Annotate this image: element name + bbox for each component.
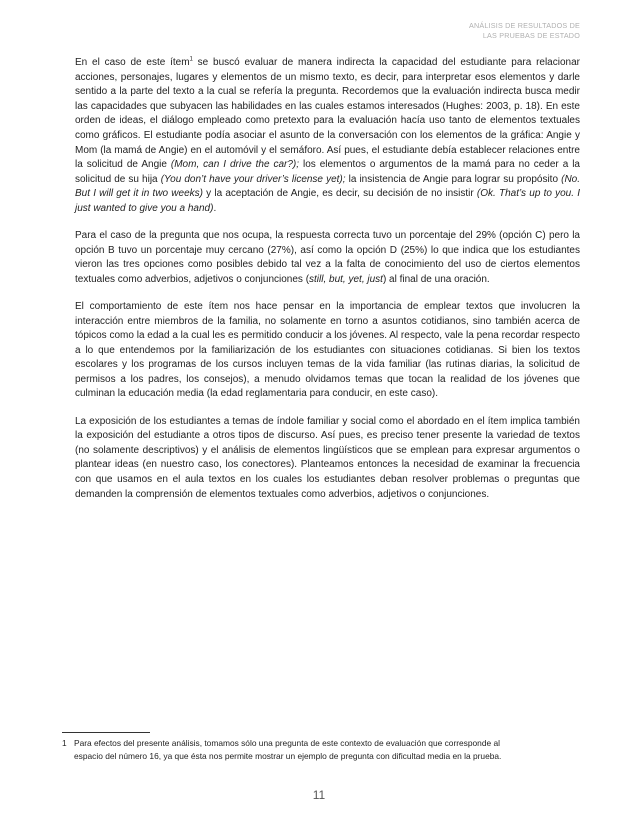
running-header-line-2: LAS PRUEBAS DE ESTADO	[482, 31, 580, 40]
footnote-separator	[62, 732, 150, 733]
connector-words: still, but, yet, just	[309, 273, 383, 285]
footnote-number: 1	[62, 738, 67, 748]
paragraph-1-text-f: la insistencia de Angie para lograr su propósito	[345, 173, 562, 185]
paragraph-2-text-a: Para el caso de la pregunta que nos ocupa, la respuesta correcta tuvo un porcentaje del 29% (opción C) pero la opción B tuvo un porcentaje muy cercano (27%), así como la opción D (25%) lo que indica que los estudiantes vieron las tres opciones como posibles debido tal vez a la falta de conocimiento del uso de ciertos elementos textuales como adverbios, adjetivos o conjunciones (	[75, 230, 580, 285]
footnote-line-1	[62, 737, 582, 750]
footnote-text-line-1: Para efectos del presente análisis, tomamos sólo una pregunta de este contexto de evaluación que corresponde al	[74, 738, 501, 748]
page-number: 11	[312, 788, 326, 802]
paragraph-1-text-j: .	[213, 202, 217, 214]
quote-mom-argument: (You don’t have your driver’s license yet);	[160, 173, 346, 185]
footnote-text-line-2: espacio del número 16, ya que ésta nos permite mostrar un ejemplo de pregunta con dificultad media en la prueba.	[74, 751, 502, 761]
paragraph-3: El comportamiento de este ítem nos hace pensar en la importancia de emplear textos que involucren la interacción entre miembros de la familia, no solamente en torno a asuntos cotidianos, sino también acerca de tópicos como la edad a la cual les es permitido conducir a los jóvenes. Al respecto, vale la pena recordar respecto a lo que entendemos por la familiarización de los estudiantes con situaciones cotidianas. Si bien los textos escolares y los programas de los cursos incluyen temas de la vida familiar (las rutinas diarias, la solicitud de permisos a los padres, los consejos), a menudo olvidamos temas que tocan la realidad de los jóvenes que culminan la educación media (la edad reglamentaria para conducir, en este caso).	[75, 300, 580, 400]
paragraph-1-text-d: los elementos o argumentos de la mamá para no ceder a la solicitud de su hija	[75, 159, 580, 185]
body-text	[75, 56, 580, 515]
paragraph-2-text-c: ) al final de una oración.	[382, 273, 490, 285]
paragraph-1	[75, 56, 580, 217]
quote-angie-request: (Mom, can I drive the car?);	[170, 159, 300, 171]
running-header	[469, 21, 580, 41]
paragraph-2	[75, 229, 580, 287]
paragraph-1-text-b: se buscó evaluar de manera indirecta la capacidad del estudiante para relacionar acciones, personajes, lugares y elementos de un mismo texto, es decir, para interpretar esos elementos y darle sentido a la parte del texto a la cual se refería la pregunta. Recordemos que la evaluación indirecta busca medir las capacidades que subyacen las habilidades en las cuales estamos interesados (Hughes: 2003, p. 18). En este orden de ideas, el diálogo empleado como pretexto para la evaluación hacía uso tanto de elementos textuales como gráficos. El estudiante podía asociar el asunto de la conversación con los elementos de la gráfica: Angie y Mom (la mamá de Angie) en el automóvil y el semáforo. Así pues, el estudiante debía establecer relaciones entre la solicitud de Angie	[75, 57, 580, 171]
running-header-line-1: ANÁLISIS DE RESULTADOS DE	[469, 21, 580, 30]
footnote-reference: 1	[189, 56, 193, 63]
paragraph-4: La exposición de los estudiantes a temas de índole familiar y social como el abordado en el ítem implica también la exposición del estudiante a otros tipos de discurso. Así pues, es preciso tener presente la variedad de textos (no solamente descriptivos) y el análisis de elementos lingüísticos que se emplean para expresar argumentos o plantear ideas (en nuestro caso, los conectores). Planteamos entonces la necesidad de examinar la frecuencia con que usamos en el aula textos en los cuales los estudiantes deban resolver problemas o preguntas que demanden la comprensión de elementos textuales como adverbios, adjetivos o conjunciones.	[75, 415, 580, 500]
paragraph-1-text-h: y la aceptación de Angie, es decir, su decisión de no insistir	[202, 188, 477, 200]
quote-angie-acceptance: (Ok. That’s up to you. I just wanted to give you a hand)	[75, 188, 580, 214]
paragraph-1-text-a: En el caso de este ítem	[75, 57, 190, 68]
quote-angie-insistence: (No. But I will get it in two weeks)	[75, 173, 581, 200]
footnote	[62, 737, 582, 763]
